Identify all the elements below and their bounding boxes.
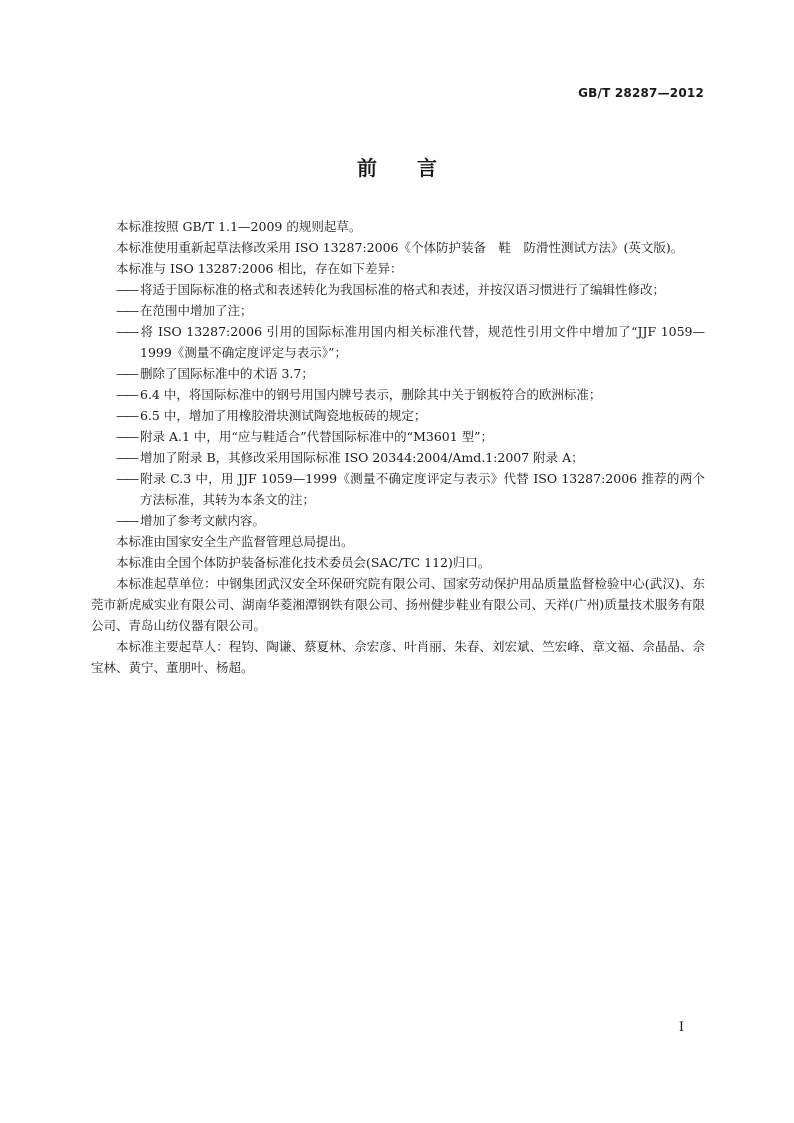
list-item-text: 附录 C.3 中，用 JJF 1059—1999《测量不确定度评定与表示》代替 ISO 13287:2006 推荐的两个方法标准，其转为本条文的注； (140, 471, 705, 507)
list-item-text: 6.4 中，将国际标准中的钢号用国内牌号表示，删除其中关于钢板符合的欧洲标准； (140, 387, 602, 402)
dash-marker: —— (116, 303, 137, 318)
dash-marker: —— (116, 429, 137, 444)
page-number: I (678, 1020, 684, 1035)
list-item (91, 279, 705, 300)
list-item-text: 删除了国际标准中的术语 3.7； (140, 366, 314, 381)
list-item (91, 405, 705, 426)
standard-code: GB/T 28287—2012 (578, 86, 704, 100)
page-title: 前言 (357, 156, 477, 180)
paragraph-adoption: 本标准使用重新起草法修改采用 ISO 13287:2006《个体防护装备 鞋 防滑性测试方法》(英文版)。 (116, 240, 684, 255)
dash-marker: —— (116, 324, 137, 339)
dash-marker: —— (116, 282, 137, 297)
foreword-body (91, 216, 705, 678)
paragraph-drafters: 本标准主要起草人：程钧、陶谦、蔡夏林、佘宏彦、叶肖丽、朱春、刘宏斌、竺宏峰、章文福、佘晶晶、佘宝林、黄宁、董朋叶、杨超。 (91, 639, 705, 675)
dash-marker: —— (116, 513, 137, 528)
dash-marker: —— (116, 387, 137, 402)
list-item-text: 将适于国际标准的格式和表述转化为我国标准的格式和表述，并按汉语习惯进行了编辑性修改； (140, 282, 666, 297)
dash-marker: —— (116, 366, 137, 381)
list-item (91, 384, 705, 405)
dash-marker: —— (116, 450, 137, 465)
list-item-text: 增加了附录 B，其修改采用国际标准 ISO 20344:2004/Amd.1:2007 附录 A； (140, 450, 584, 465)
paragraph-drafting-rules: 本标准按照 GB/T 1.1—2009 的规则起草。 (116, 219, 362, 234)
list-item (91, 300, 705, 321)
list-item (91, 510, 705, 531)
list-item-text: 附录 A.1 中，用“应与鞋适合”代替国际标准中的“M3601 型”； (140, 429, 494, 444)
list-item (91, 468, 705, 510)
list-item (91, 321, 705, 363)
paragraph-committee: 本标准由全国个体防护装备标准化技术委员会(SAC/TC 112)归口。 (116, 555, 491, 570)
dash-marker: —— (116, 471, 137, 486)
paragraph-differences-intro: 本标准与 ISO 13287:2006 相比，存在如下差异： (116, 261, 403, 276)
list-item-text: 增加了参考文献内容。 (140, 513, 266, 528)
paragraph-drafting-units: 本标准起草单位：中钢集团武汉安全环保研究院有限公司、国家劳动保护用品质量监督检验中心(武汉)、东莞市新虎威实业有限公司、湖南华菱湘潭钢铁有限公司、扬州健步鞋业有限公司、天祥(广州)质量技术服务有限公司、青岛山纺仪器有限公司。 (91, 576, 705, 633)
list-item (91, 447, 705, 468)
dash-marker: —— (116, 408, 137, 423)
list-item (91, 426, 705, 447)
list-item (91, 363, 705, 384)
paragraph-proposer: 本标准由国家安全生产监督管理总局提出。 (116, 534, 354, 549)
list-item-text: 将 ISO 13287:2006 引用的国际标准用国内相关标准代替，规范性引用文件中增加了“JJF 1059—1999《测量不确定度评定与表示》”； (140, 324, 705, 360)
list-item-text: 在范围中增加了注； (140, 303, 253, 318)
list-item-text: 6.5 中，增加了用橡胶滑块测试陶瓷地板砖的规定； (140, 408, 427, 423)
